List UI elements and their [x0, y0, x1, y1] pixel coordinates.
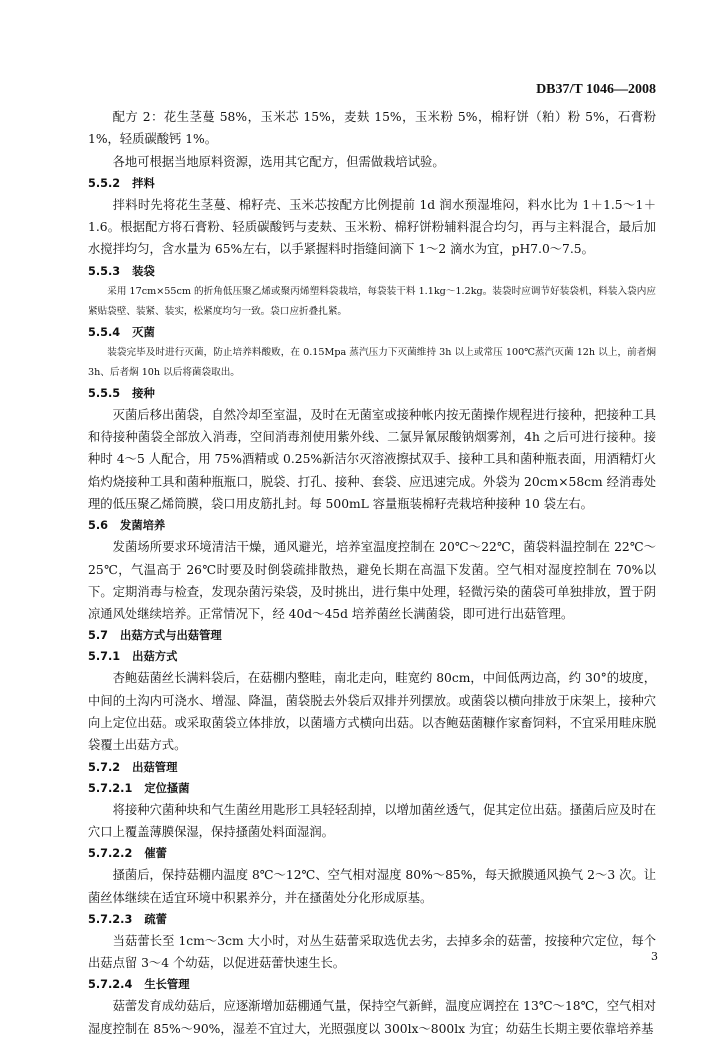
section-heading — [88, 646, 656, 667]
paragraph: 杏鲍菇菌丝长满料袋后，在菇棚内整畦，南北走向，畦宽约 80cm，中间低两边高，约 30°的坡度，中间的土沟内可浇水、增湿、降温，菌袋脱去外袋后双排并列摆放。或菌袋以横向排放于床架上，接种穴向上定位出菇。或采取菌袋立体排放，以菌墙方式横向出菇。以杏鲍菇菌糠作家畜饲料，不宜采用畦床脱袋覆土出菇方式。 — [88, 671, 656, 753]
section-heading — [88, 322, 656, 343]
page-number: 3 — [651, 950, 658, 963]
section-heading — [88, 778, 656, 799]
section-title: 定位搔菌 — [144, 781, 190, 795]
section-heading — [88, 173, 656, 194]
section-number: 5.5.3 — [88, 264, 121, 278]
paragraph: 配方 2：花生茎蔓 58%，玉米芯 15%，麦麸 15%，玉米粉 5%，棉籽饼（粕）粉 5%，石膏粉 1%，轻质碳酸钙 1%。 — [88, 110, 656, 147]
section-number: 5.6 — [88, 519, 109, 533]
section-number: 5.7.2.4 — [88, 978, 133, 992]
section-number: 5.7.1 — [88, 650, 121, 664]
document-id: DB37/T 1046—2008 — [536, 82, 656, 97]
section-heading — [88, 757, 656, 778]
section-number: 5.5.2 — [88, 176, 121, 190]
section-title: 装袋 — [132, 264, 155, 278]
section-title: 接种 — [132, 386, 155, 400]
paragraph: 发菌场所要求环境清洁干燥，通风避光，培养室温度控制在 20℃～22℃，菌袋料温控制在 22℃～25℃，气温高于 26℃时要及时倒袋疏排散热，避免长期在高温下发菌。空气相对湿度控制在 70%以下。定期消毒与检查，发现杂菌污染袋，及时挑出，进行集中处理，轻微污染的菌袋可单独排放，置于阴凉通风处继续培养。正常情况下，经 40d～45d 培养菌丝长满菌袋，即可进行出菇管理。 — [88, 540, 656, 622]
section-title: 催蕾 — [144, 847, 167, 861]
section-title: 出菇管理 — [132, 760, 178, 774]
section-title: 生长管理 — [144, 978, 190, 992]
section-number: 5.7.2.2 — [88, 847, 133, 861]
section-title: 出菇方式与出菇管理 — [120, 629, 222, 643]
paragraph: 将接种穴菌种块和气生菌丝用匙形工具轻轻刮掉，以增加菌丝透气，促其定位出菇。搔菌后应及时在穴口上覆盖薄膜保湿，保持搔菌处料面湿润。 — [88, 802, 656, 839]
section-title: 疏蕾 — [144, 912, 167, 926]
paragraph: 采用 17cm×55cm 的折角低压聚乙烯或聚丙烯塑料袋栽培，每袋装干料 1.1kg～1.2kg。装袋时应调节好装袋机，料装入袋内应紧贴袋壁、装紧、装实，松紧度均匀一致。袋口应折叠扎紧。 — [88, 285, 656, 317]
paragraph: 拌料时先将花生茎蔓、棉籽壳、玉米芯按配方比例提前 1d 润水预湿堆闷，料水比为 1＋1.5～1＋1.6。根据配方将石膏粉、轻质碳酸钙与麦麸、玉米粉、棉籽饼粉辅料混合均匀，再与主料混合，最后加水搅拌均匀，含水量为 65%左右，以手紧握料时指缝间滴下 1～2 滴水为宜，pH7.0～7.5。 — [88, 197, 656, 257]
paragraph: 当菇蕾长至 1cm～3cm 大小时，对丛生菇蕾采取选优去劣，去掉多余的菇蕾，按接种穴定位，每个出菇点留 3～4 个幼菇，以促进菇蕾快速生长。 — [88, 933, 656, 971]
section-heading — [88, 261, 656, 282]
section-title: 拌料 — [132, 176, 155, 190]
paragraph: 搔菌后，保持菇棚内温度 8℃～12℃、空气相对湿度 80%～85%，每天掀膜通风换气 2～3 次。让菌丝体继续在适宜环境中积累养分，并在搔菌处分化形成原基。 — [88, 868, 656, 905]
section-heading — [88, 625, 656, 646]
section-heading — [88, 383, 656, 404]
section-heading — [88, 909, 656, 930]
paragraph: 菇蕾发育成幼菇后，应逐渐增加菇棚通气量，保持空气新鲜，温度应调控在 13℃～18℃，空气相对湿度控制在 85%～90%，湿差不宜过大，光照强度以 300lx～800lx 为宜；幼菇生长期主要依靠培养基 — [88, 999, 656, 1036]
section-number: 5.5.4 — [88, 325, 121, 339]
section-number: 5.7.2.1 — [88, 781, 133, 795]
document-body — [88, 106, 656, 1040]
section-heading — [88, 843, 656, 864]
section-number: 5.7.2 — [88, 760, 121, 774]
section-number: 5.7.2.3 — [88, 912, 133, 926]
section-heading — [88, 974, 656, 995]
section-number: 5.7 — [88, 629, 109, 643]
section-title: 出菇方式 — [132, 650, 178, 664]
paragraph: 灭菌后移出菌袋，自然冷却至室温，及时在无菌室或接种帐内按无菌操作规程进行接种，把接种工具和待接种菌袋全部放入消毒，空间消毒剂使用紫外线、二氯异氰尿酸钠烟雾剂，4h 之后可进行接种。接种时 4～5 人配合，用 75%酒精或 0.25%新洁尔灭溶液擦拭双手、接种工具和菌种瓶表面，用酒精灯火焰灼烧接种工具和菌种瓶瓶口，脱袋、打孔、接种、套袋、应迅速完成。外袋为 20cm×58cm 经消毒处理的低压聚乙烯筒膜，袋口用皮筋扎封。每 500mL 容量瓶装棉籽壳栽培种接种 10 袋左右。 — [88, 407, 656, 511]
section-title: 灭菌 — [132, 325, 155, 339]
section-title: 发菌培养 — [120, 519, 166, 533]
paragraph: 装袋完毕及时进行灭菌，防止培养料酸败，在 0.15Mpa 蒸汽压力下灭菌维持 3h 以上或常压 100℃蒸汽灭菌 12h 以上，前者焖 3h、后者焖 10h 以后将菌袋取出。 — [88, 346, 656, 378]
section-heading — [88, 515, 656, 536]
section-number: 5.5.5 — [88, 386, 121, 400]
paragraph: 各地可根据当地原料资源，选用其它配方，但需做栽培试验。 — [112, 154, 445, 169]
